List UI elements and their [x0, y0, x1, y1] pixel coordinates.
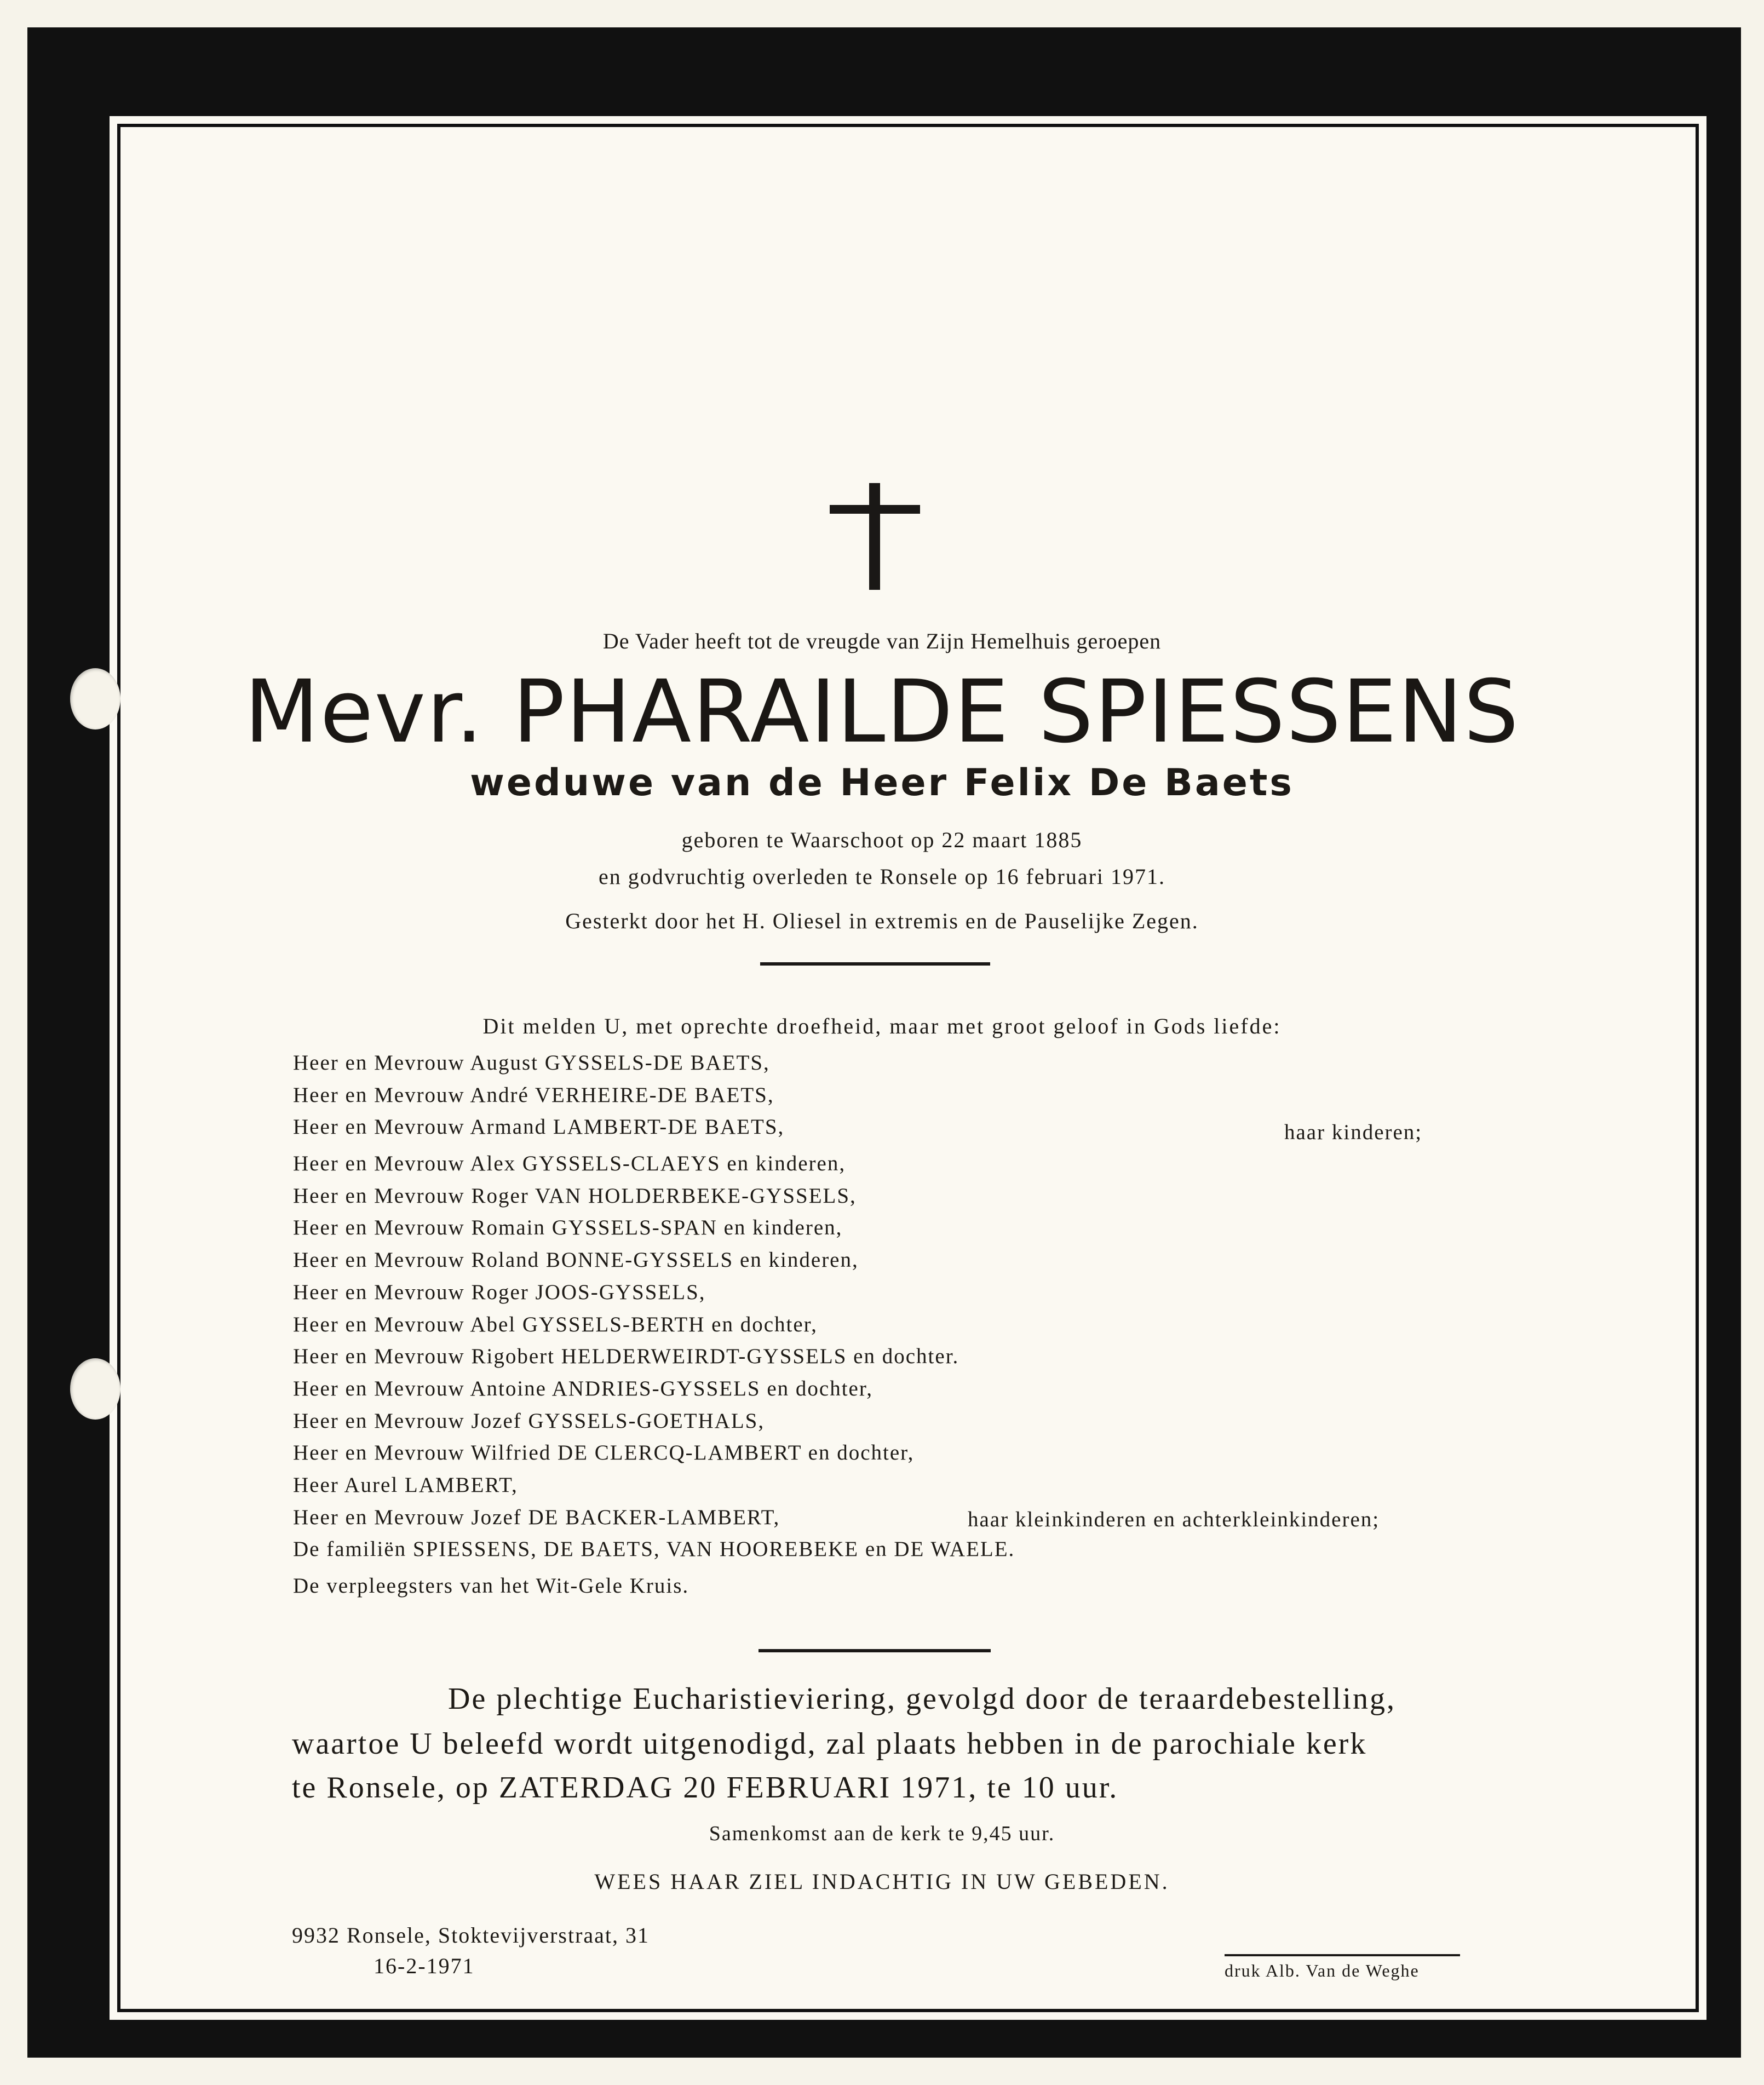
mourner-row: Heer en Mevrouw August GYSSELS-DE BAETS, [293, 1051, 770, 1075]
printer-text: druk Alb. Van de Weghe [1225, 1961, 1420, 1980]
mourner-row: Heer en Mevrouw Roger JOOS-GYSSELS, [293, 1280, 706, 1304]
deceased-name: Mevr. PHARAILDE SPIESSENS [244, 662, 1520, 762]
mourner-row: Heer en Mevrouw Armand LAMBERT-DE BAETS, haar kinderen; [293, 1115, 1423, 1145]
birth-text: geboren te Waarschoot op 22 maart 1885 [681, 828, 1083, 852]
mourner-row: Heer en Mevrouw Romain GYSSELS-SPAN en kinderen, [293, 1216, 843, 1240]
mourner-row: De verpleegsters van het Wit-Gele Kruis. [293, 1574, 689, 1598]
divider-bottom [759, 1649, 991, 1652]
mourner-row: Heer en Mevrouw Alex GYSSELS-CLAEYS en kinderen, [293, 1152, 846, 1176]
mourner-row: Heer en Mevrouw Abel GYSSELS-BERTH en dochter, [293, 1312, 818, 1336]
mourner-row: De familiën SPIESSENS, DE BAETS, VAN HOOREBEKE en DE WAELE. [293, 1537, 1015, 1561]
gathering-text: Samenkomst aan de kerk te 9,45 uur. [709, 1822, 1055, 1845]
death-text: en godvruchtig overleden te Ronsele op 16 februari 1971. [598, 864, 1166, 889]
mourner-row: Heer en Mevrouw Rigobert HELDERWEIRDT-GYSSELS en dochter. [293, 1345, 959, 1369]
widow-of-text: weduwe van de Heer Felix De Baets [470, 761, 1294, 805]
address-text: 9932 Ronsele, Stoktevijverstraat, 31 [292, 1923, 650, 1948]
prayer-text: WEES HAAR ZIEL INDACHTIG IN UW GEBEDEN. [594, 1869, 1170, 1894]
grandchildren-note: haar kleinkinderen en achterkleinkinderen; [968, 1507, 1380, 1531]
divider-top [760, 962, 990, 966]
mourner-row: Heer en Mevrouw Antoine ANDRIES-GYSSELS en dochter, [293, 1376, 874, 1400]
announcement-text: Dit melden U, met oprechte droefheid, maar met groot geloof in Gods liefde: [482, 1014, 1282, 1038]
mourner-row: Heer en Mevrouw André VERHEIRE-DE BAETS, [293, 1083, 774, 1107]
mourner-row: Heer en Mevrouw Jozef GYSSELS-GOETHALS, [293, 1409, 765, 1433]
intro-text: De Vader heeft tot de vreugde van Zijn Hemelhuis geroepen [602, 629, 1162, 653]
cross-icon [830, 483, 920, 590]
mourner-row: Heer en Mevrouw Wilfried DE CLERCQ-LAMBERT en dochter, [293, 1441, 915, 1465]
punch-hole-bottom [70, 1358, 120, 1420]
children-note: haar kinderen; [1284, 1121, 1423, 1145]
printer-rule [1225, 1954, 1460, 1956]
mourner-row: Heer Aurel LAMBERT, [293, 1473, 518, 1497]
ceremony-line-1: De plechtige Eucharistieviering, gevolgd door de teraardebestelling, [448, 1682, 1396, 1716]
mourner-row: Heer en Mevrouw Roger VAN HOLDERBEKE-GYSSELS, [293, 1184, 857, 1208]
mourner-row: Heer en Mevrouw Roland BONNE-GYSSELS en kinderen, [293, 1248, 859, 1272]
sacraments-text: Gesterkt door het H. Oliesel in extremis en de Pauselijke Zegen. [565, 909, 1199, 933]
ceremony-line-3: te Ronsele, op ZATERDAG 20 FEBRUARI 1971, te 10 uur. [292, 1771, 1119, 1805]
mourners-list [293, 1050, 1465, 1606]
date-text: 16-2-1971 [374, 1954, 475, 1978]
mourner-row: Heer en Mevrouw Jozef DE BACKER-LAMBERT, haar kleinkinderen en achterkleinkinderen; [293, 1505, 1380, 1531]
ceremony-line-2: waartoe U beleefd wordt uitgenodigd, zal plaats hebben in de parochiale kerk [292, 1727, 1367, 1761]
